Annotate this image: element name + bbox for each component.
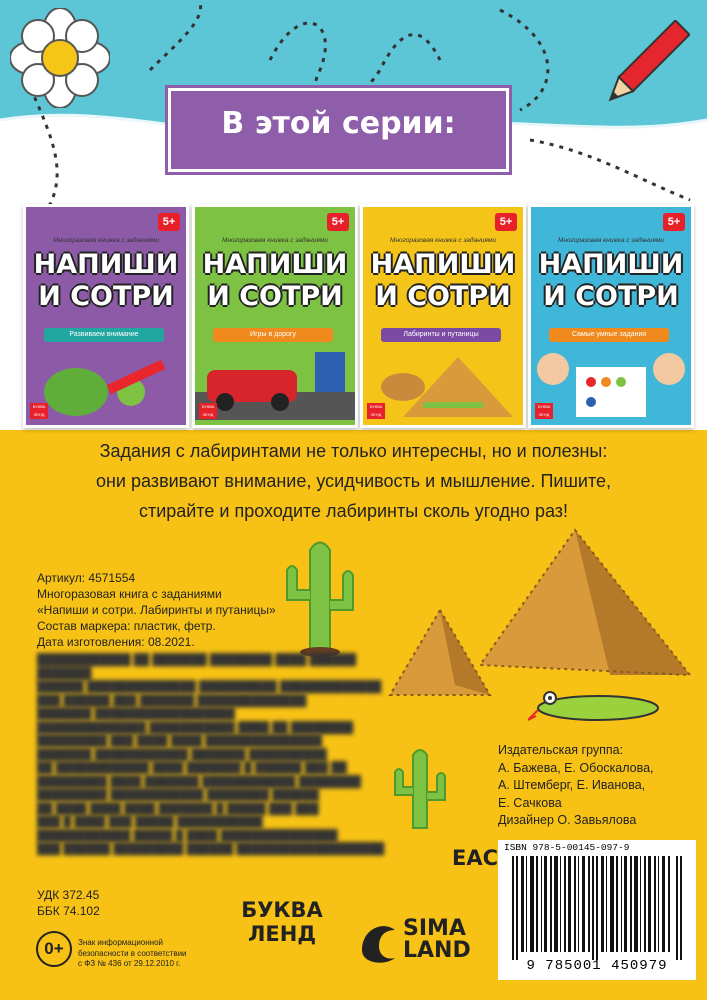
description-line: Задания с лабиринтами не только интересны, но и полезны: [99, 441, 608, 461]
book-cover-1[interactable] [23, 204, 189, 428]
book-subtitle: Развиваем внимание [44, 328, 164, 342]
description-line: стирайте и проходите лабиринты сколь угодно раз! [138, 501, 569, 521]
book-title: НАПИШИ [370, 249, 516, 280]
book-subtitle: Самые умные задания [549, 328, 669, 342]
marker-composition: Состав маркера: пластик, фетр. [37, 619, 216, 633]
age-note-line: Знак информационной [78, 938, 163, 947]
age-note [78, 938, 218, 970]
small-cactus-icon [385, 740, 455, 830]
pencil-icon [590, 20, 690, 120]
large-pyramid-icon [470, 525, 695, 685]
flower-icon [10, 8, 110, 108]
brand-badge: БУКВА ЛЕНД [199, 403, 217, 419]
camel-icon [363, 347, 523, 421]
isbn: ISBN 978-5-00145-097-9 [504, 842, 630, 853]
age-badge: 5+ [327, 213, 349, 231]
description [20, 436, 687, 526]
credits-line: Дизайнер О. Завьялова [498, 813, 637, 827]
book-title: НАПИШИ [538, 249, 684, 280]
barcode [498, 840, 696, 980]
eac-mark: ЕАС [452, 846, 499, 870]
book-cover-2[interactable] [192, 204, 358, 428]
udk: УДК 372.45 [37, 888, 100, 902]
lizard-icon [528, 680, 668, 730]
description-line: они развивают внимание, усидчивость и мышление. Пишите, [95, 471, 612, 491]
age-note-line: безопасности в соответствии [78, 948, 187, 958]
bukva-logo-line: БУКВА [241, 898, 323, 922]
age-note-line: с ФЗ № 436 от 29.12.2010 г. [78, 959, 181, 968]
book-title: И СОТРИ [38, 281, 174, 312]
credits-line: А. Бажева, Е. Обоскалова, [498, 760, 654, 775]
age-badge: 5+ [495, 213, 517, 231]
sima-logo-line: LAND [403, 938, 471, 963]
article: Артикул: 4571554 [37, 571, 136, 585]
brand-badge: БУКВА ЛЕНД [367, 403, 385, 419]
age-badge: 5+ [158, 213, 180, 231]
age-badge: 5+ [663, 213, 685, 231]
credits-line: Е. Сачкова [498, 795, 562, 810]
turtle-icon [36, 352, 176, 420]
book-subtitle: Игры в дорогу [213, 328, 333, 342]
credits-line: А. Штемберг, Е. Иванова, [498, 778, 646, 792]
dolphin-icon [357, 920, 397, 964]
barcode-bars [512, 856, 684, 960]
bbk: ББК 74.102 [37, 904, 100, 918]
sima-logo-line: SIMA [403, 916, 466, 941]
credits [498, 742, 698, 830]
brand-badge: БУКВА ЛЕНД [30, 403, 48, 419]
book-title: НАПИШИ [202, 249, 348, 280]
blurred-publisher-info: ████████████ ██ ███████ ████████ ████ ██████ ███████ ██████ ██████████████ ██████████ █████████████ ███ ██████ ███ ███████ ██████████████ ███████ ██████████████████ ██████████████ ███████████ ████ ██ ████████ █████████ ███ ████ ████ ███████████████ ███████ ████████████ ███████ ██████████ ██ ████████████ ████ ███████ █ ██████ ███ ██ █████████ ████ ███████ ████████████ ████████ █████████ ████████████ ████████ ██████ ██ ████ ████ ████ ███████ █ █████ ███ ███ ███ █ ████ ███ █████ ███████████ ████████████ █████ █ ████ ███████████████ ███ ██████ █████████ ██████ ███████████████████ [37, 654, 385, 855]
banner-title: В этой серии: [221, 106, 456, 141]
bukva-logo-line: ЛЕНД [247, 922, 317, 946]
product-line: Многоразовая книга с заданиями [37, 587, 222, 601]
book-subtitle: Лабиринты и путаницы [381, 328, 501, 342]
book-title: И СОТРИ [543, 281, 679, 312]
book-series: Многоразовая книжка с заданиями [222, 237, 328, 244]
book-cover-4[interactable] [528, 204, 694, 428]
car-icon [195, 352, 355, 420]
cactus-icon [275, 530, 365, 660]
kids-icon [531, 347, 691, 421]
book-title: НАПИШИ [33, 249, 179, 280]
manufacture-date: Дата изготовления: 08.2021. [37, 635, 195, 649]
book-title: И СОТРИ [207, 281, 343, 312]
barcode-number: 9 785001 450979 [526, 958, 668, 974]
credits-line: Издательская группа: [498, 743, 624, 757]
brand-badge: БУКВА ЛЕНД [535, 403, 553, 419]
book-title: И СОТРИ [375, 281, 511, 312]
product-line: «Напиши и сотри. Лабиринты и путаницы» [37, 603, 276, 617]
book-cover-3[interactable] [360, 204, 526, 428]
book-series: Многоразовая книжка с заданиями [558, 237, 664, 244]
book-series: Многоразовая книжка с заданиями [53, 237, 159, 244]
book-series: Многоразовая книжка с заданиями [390, 237, 496, 244]
bukva-lend-logo [234, 898, 330, 946]
age-badge: 0+ [36, 931, 72, 967]
